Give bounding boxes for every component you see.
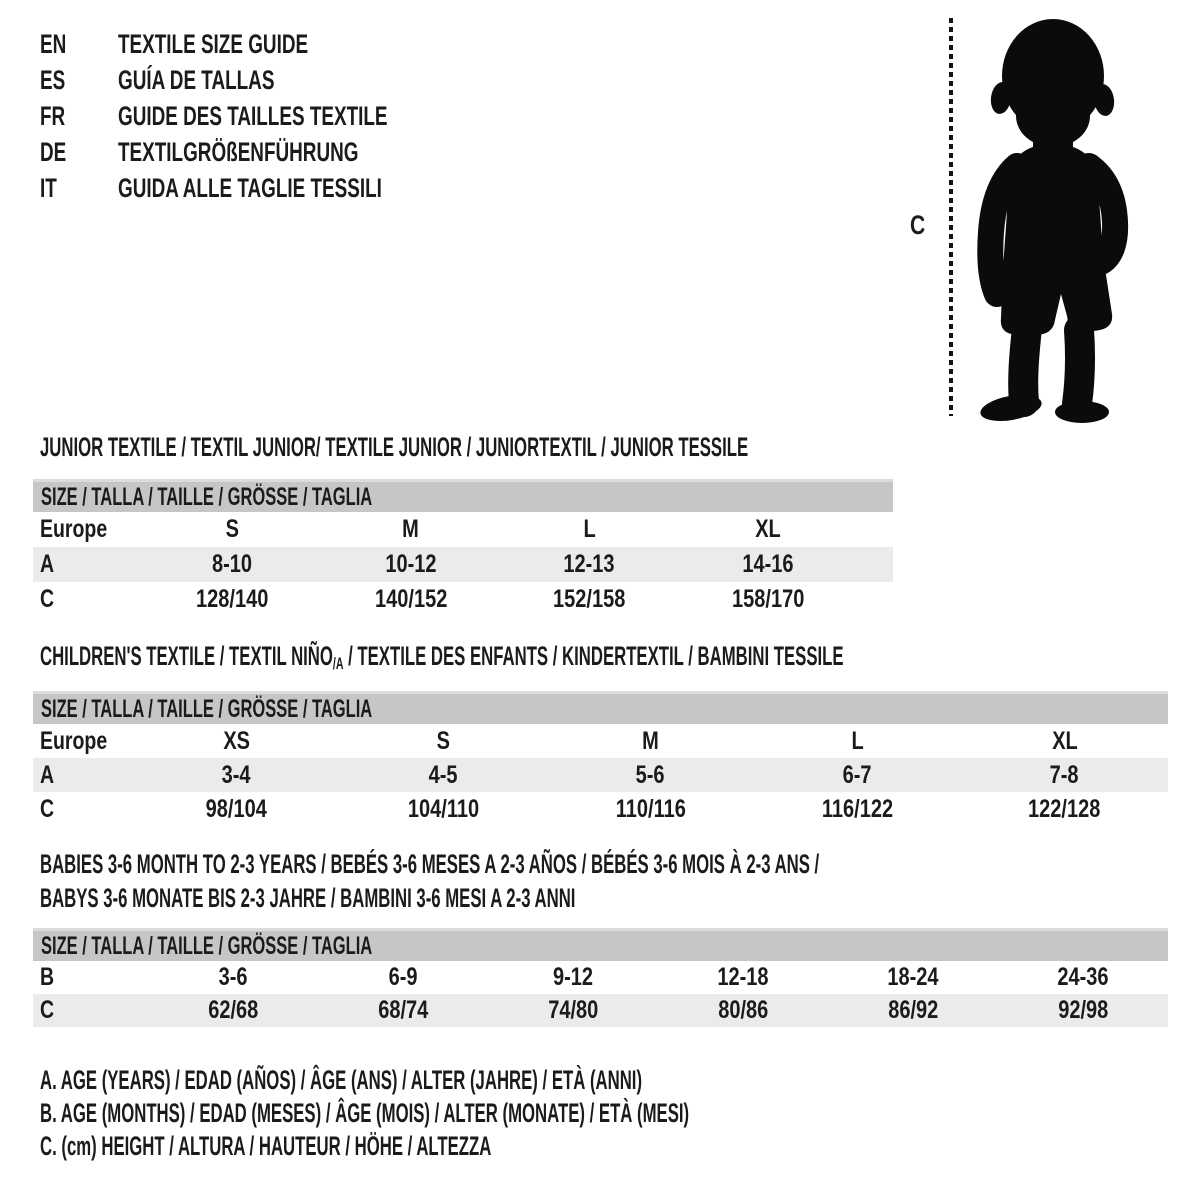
table-row: [33, 512, 893, 547]
table-cell: 74/80: [547, 996, 599, 1024]
guide-title: GUIDA ALLE TAGLIE TESSILI: [118, 172, 382, 203]
table-cell: 24-36: [1057, 963, 1109, 991]
row-label-cell: C: [40, 794, 55, 823]
table-row: [33, 582, 893, 617]
table-cell: 80/86: [717, 996, 769, 1024]
table-cell: 3-6: [218, 963, 248, 991]
size-header-bar: SIZE / TALLA / TAILLE / GRÖSSE / TAGLIA: [33, 691, 1168, 724]
children-size-table: [33, 691, 1168, 826]
legend-line-b: B. AGE (MONTHS) / EDAD (MESES) / ÂGE (MOIS) / ALTER (MONATE) / ETÀ (MESI): [40, 1098, 690, 1128]
babies-section-title: BABIES 3-6 MONTH TO 2-3 YEARS / BEBÉS 3-6 MESES A 2-3 AÑOS / BÉBÉS 3-6 MOIS À 2-3 ANS / BABYS 3-6 MONATE BIS 2-3 JAHRE / BAMBINI 3-6 MESI A 2-3 ANNI: [40, 849, 820, 913]
table-cell: 92/98: [1057, 996, 1109, 1024]
lang-row-de: [40, 134, 503, 170]
table-cell: 140/152: [374, 585, 447, 613]
row-label-cell: Europe: [40, 515, 108, 543]
table-cell: 12-13: [563, 550, 615, 578]
table-cell: M: [642, 726, 659, 755]
lang-row-fr: [40, 98, 503, 134]
lang-code: IT: [40, 172, 57, 203]
table-row: [33, 994, 1168, 1027]
table-row: [33, 758, 1168, 792]
children-section-title: CHILDREN'S TEXTILE / TEXTIL NIÑO/A / TEXTILE DES ENFANTS / KINDERTEXTIL / BAMBINI TESSILE: [40, 641, 844, 673]
row-label-cell: C: [40, 996, 55, 1024]
junior-size-table: [33, 479, 893, 617]
table-row: [33, 724, 1168, 758]
table-row: [33, 547, 893, 582]
size-header-bar: SIZE / TALLA / TAILLE / GRÖSSE / TAGLIA: [33, 479, 893, 512]
table-cell: S: [436, 726, 451, 755]
language-title-list: [40, 26, 503, 206]
table-cell: M: [402, 515, 420, 543]
height-dashed-line: [949, 18, 953, 416]
table-cell: L: [583, 515, 596, 543]
table-cell: 104/110: [407, 794, 480, 823]
table-cell: 7-8: [1050, 760, 1079, 789]
table-cell: 6-9: [388, 963, 418, 991]
nino-a-subscript: /A: [332, 654, 344, 673]
lang-code: FR: [40, 100, 66, 131]
lang-code: DE: [40, 136, 67, 167]
table-cell: 110/116: [615, 794, 686, 823]
table-row: [33, 792, 1168, 826]
table-cell: 116/122: [821, 794, 894, 823]
table-cell: 128/140: [196, 585, 269, 613]
junior-section-title: JUNIOR TEXTILE / TEXTIL JUNIOR/ TEXTILE JUNIOR / JUNIORTEXTIL / JUNIOR TESSILE: [40, 432, 749, 462]
table-cell: 86/92: [887, 996, 939, 1024]
lang-row-es: [40, 62, 503, 98]
row-label-cell: C: [40, 585, 55, 613]
legend-line-c: C. (cm) HEIGHT / ALTURA / HAUTEUR / HÖHE / ALTEZZA: [40, 1131, 492, 1161]
babies-size-table: [33, 928, 1168, 1027]
table-cell: XL: [754, 515, 781, 543]
guide-title: GUÍA DE TALLAS: [118, 64, 275, 95]
lang-code: EN: [40, 28, 67, 59]
table-cell: 62/68: [207, 996, 259, 1024]
table-cell: 98/104: [205, 794, 268, 823]
table-cell: 14-16: [742, 550, 794, 578]
table-cell: 122/128: [1028, 794, 1101, 823]
row-label-cell: A: [40, 550, 55, 578]
lang-row-en: [40, 26, 503, 62]
row-label-cell: Europe: [40, 726, 108, 755]
table-row: [33, 961, 1168, 994]
table-cell: 6-7: [843, 760, 872, 789]
table-cell: 152/158: [553, 585, 626, 613]
table-cell: 9-12: [552, 963, 594, 991]
table-cell: 5-6: [636, 760, 665, 789]
table-cell: 18-24: [887, 963, 939, 991]
guide-title: TEXTILE SIZE GUIDE: [118, 28, 309, 59]
guide-title: TEXTILGRÖßENFÜHRUNG: [118, 136, 359, 167]
table-cell: 4-5: [429, 760, 458, 789]
table-cell: 158/170: [731, 585, 804, 613]
measure-legend: [40, 1064, 1087, 1163]
row-label-cell: A: [40, 760, 55, 789]
guide-title: GUIDE DES TAILLES TEXTILE: [118, 100, 388, 131]
table-cell: XS: [223, 726, 250, 755]
size-header-bar: SIZE / TALLA / TAILLE / GRÖSSE / TAGLIA: [33, 928, 1168, 961]
lang-code: ES: [40, 64, 66, 95]
table-cell: 8-10: [212, 550, 253, 578]
row-label-cell: B: [40, 963, 55, 991]
table-cell: 10-12: [385, 550, 437, 578]
height-measure-label: C: [910, 210, 926, 240]
legend-line-a: A. AGE (YEARS) / EDAD (AÑOS) / ÂGE (ANS) / ALTER (JAHRE) / ETÀ (ANNI): [40, 1065, 643, 1095]
table-cell: 3-4: [222, 760, 251, 789]
table-cell: L: [851, 726, 864, 755]
table-cell: 12-18: [717, 963, 769, 991]
lang-row-it: [40, 170, 503, 206]
table-cell: 68/74: [377, 996, 429, 1024]
table-cell: XL: [1051, 726, 1078, 755]
toddler-silhouette-icon: [963, 16, 1141, 424]
table-cell: S: [225, 515, 239, 543]
